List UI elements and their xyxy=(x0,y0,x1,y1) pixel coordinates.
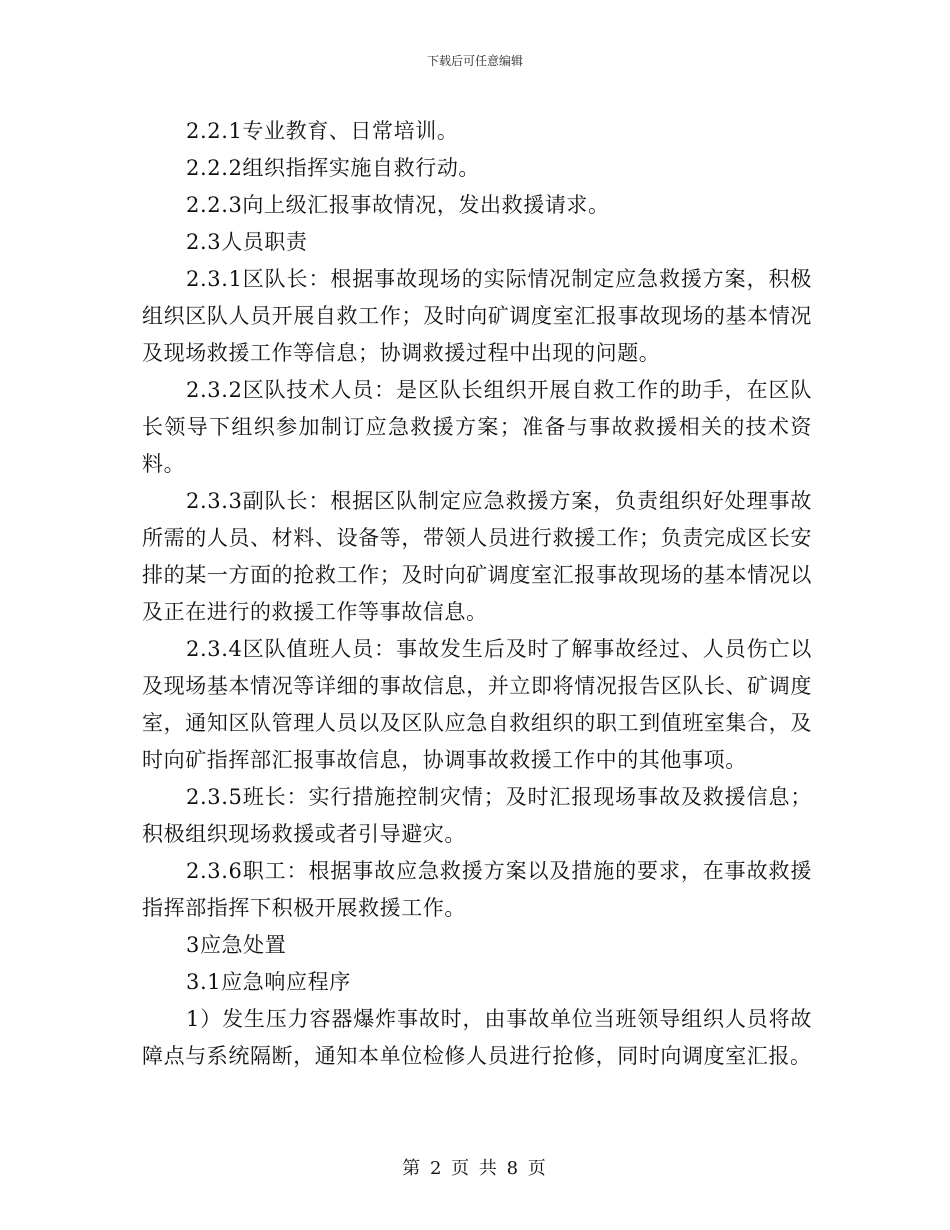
paragraph-2-2-2: 2.2.2组织指挥实施自救行动。 xyxy=(186,156,481,180)
paragraph-2-3-1: 2.3.1区队长：根据事故现场的实际情况制定应急救援方案，积极组织区队人员开展自救工作；及时向矿调度室汇报事故现场的基本情况及现场救援工作等信息；协调救援过程中出现的问题。 xyxy=(142,267,812,365)
section-heading-2-3: 2.3人员职责 xyxy=(186,230,308,254)
paragraph-2-2-1: 2.2.1专业教育、日常培训。 xyxy=(186,119,459,143)
page-header: 下载后可任意编辑 xyxy=(426,54,523,68)
paragraph-3-1-1: 1）发生压力容器爆炸事故时，由事故单位当班领导组织人员将故障点与系统隔断，通知本单位检修人员进行抢修，同时向调度室汇报。 xyxy=(142,1007,812,1068)
paragraph-2-3-4: 2.3.4区队值班人员：事故发生后及时了解事故经过、人员伤亡以及现场基本情况等详细的事故信息，并立即将情况报告区队长、矿调度室，通知区队管理人员以及区队应急自救组织的职工到值班室集合，及时向矿指挥部汇报事故信息，协调事故救援工作中的其他事项。 xyxy=(142,637,812,772)
document-body xyxy=(142,113,812,1075)
section-heading-3: 3应急处置 xyxy=(186,933,287,957)
page-footer: 第 2 页 共 8 页 xyxy=(402,1158,548,1179)
paragraph-2-3-3: 2.3.3副队长：根据区队制定应急救援方案，负责组织好处理事故所需的人员、材料、设备等，带领人员进行救援工作；负责完成区长安排的某一方面的抢救工作；及时向矿调度室汇报事故现场的基本情况以及正在进行的救援工作等事故信息。 xyxy=(142,489,812,624)
section-heading-3-1: 3.1应急响应程序 xyxy=(186,970,351,994)
paragraph-2-3-2: 2.3.2区队技术人员：是区队长组织开展自救工作的助手，在区队长领导下组织参加制订应急救援方案；准备与事故救援相关的技术资料。 xyxy=(142,378,812,476)
paragraph-2-3-5: 2.3.5班长：实行措施控制灾情；及时汇报现场事故及救援信息；积极组织现场救援或者引导避灾。 xyxy=(142,785,812,846)
paragraph-2-2-3: 2.2.3向上级汇报事故情况，发出救援请求。 xyxy=(186,193,610,217)
paragraph-2-3-6: 2.3.6职工：根据事故应急救援方案以及措施的要求，在事故救援指挥部指挥下积极开展救援工作。 xyxy=(142,859,812,920)
